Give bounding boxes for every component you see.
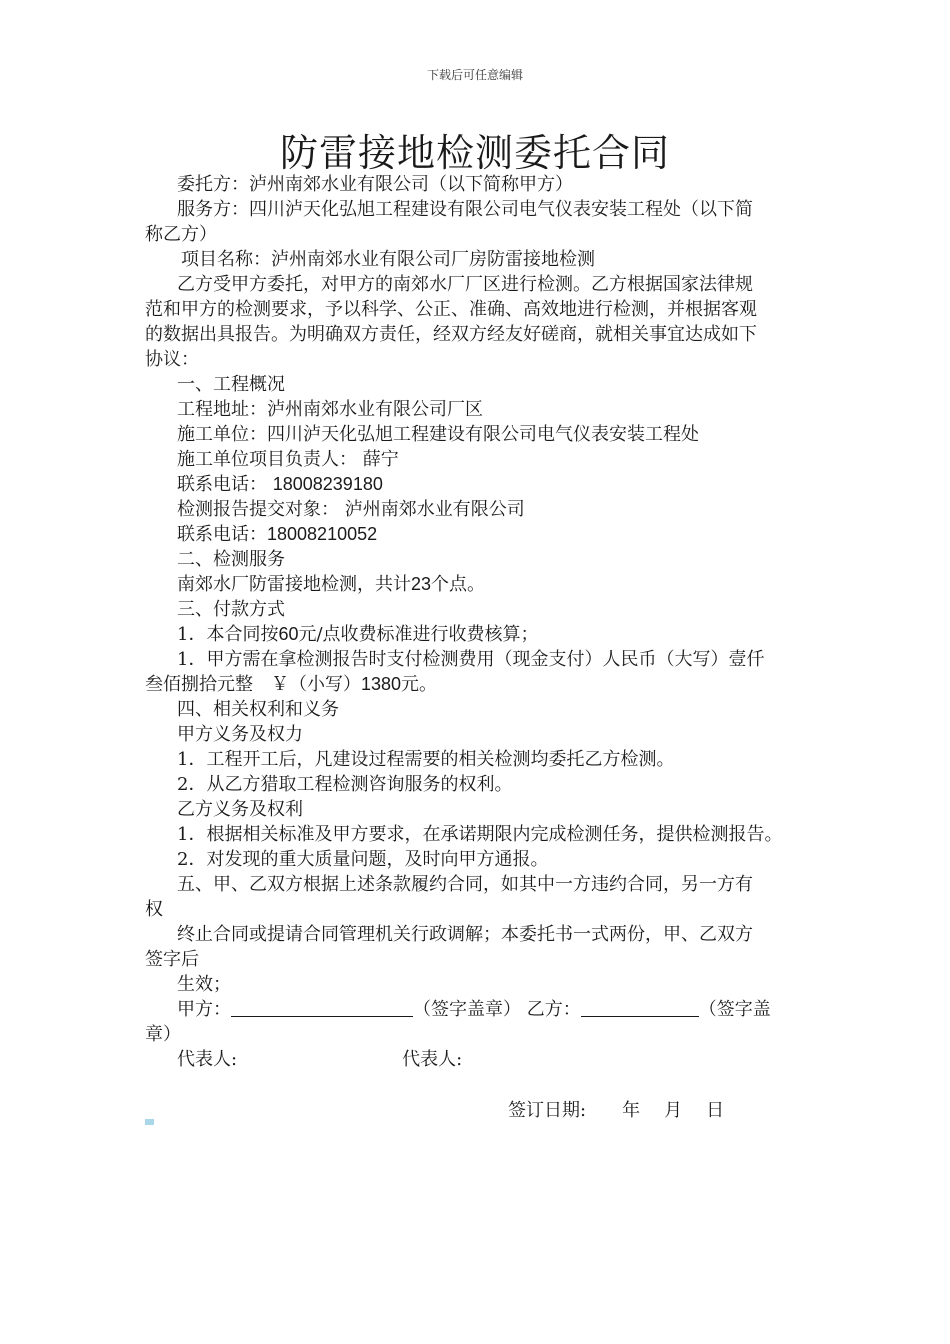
section-heading: 四、相关权利和义务 [177, 699, 339, 720]
report-recipient-label: 检测报告提交对象： [177, 499, 339, 520]
signing-date [508, 1096, 724, 1122]
section-heading: 三、付款方式 [177, 599, 285, 620]
party-b-signature-label: 乙方： [526, 999, 581, 1020]
amount-value: 1380 [361, 674, 402, 694]
section-heading: 二、检测服务 [177, 549, 285, 570]
project-address: 工程地址：泸州南郊水业有限公司厂区 [177, 399, 483, 420]
payment-terms: 1．甲方需在拿检测报告时支付检测费用（现金支付）人民币（大写）壹仟 [177, 649, 765, 670]
year-label: 年 [622, 1100, 641, 1121]
section-heading: 一、工程概况 [177, 374, 285, 395]
provider-line-cont: 称乙方） [145, 224, 217, 245]
month-label: 月 [664, 1100, 683, 1121]
section-five-line: 权 [145, 899, 163, 920]
party-a-representative: 代表人: [177, 1049, 238, 1070]
contact-phone-number: 18008239180 [272, 474, 383, 494]
party-b-representative: 代表人: [402, 1049, 463, 1070]
payment-text: 叁佰捌拾元整 ￥（小写） [145, 674, 361, 695]
provider-line: 服务方：四川泸天化弘旭工程建设有限公司电气仪表安装工程处（以下简 [177, 199, 753, 220]
project-lead [145, 447, 815, 472]
contact-phone-label: 联系电话： [177, 474, 267, 495]
intro-paragraph-line: 协议： [145, 349, 199, 370]
report-recipient [145, 497, 815, 522]
project-name-line: 项目名称：泸州南郊水业有限公司厂房防雷接地检测 [181, 249, 595, 270]
seal-note: （签字盖章） [413, 999, 521, 1020]
party-a-item: 2．从乙方猎取工程检测咨询服务的权利。 [177, 774, 513, 795]
party-a-signature-blank[interactable] [231, 998, 413, 1017]
payment-rate [145, 622, 815, 647]
party-b-signature-blank[interactable] [581, 998, 699, 1017]
header-note: 下载后可任意编辑 [426, 68, 523, 82]
report-recipient-name: 泸州南郊水业有限公司 [344, 499, 525, 520]
signature-line [145, 997, 815, 1022]
day-label: 日 [706, 1100, 725, 1121]
construction-unit: 施工单位：四川泸天化弘旭工程建设有限公司电气仪表安装工程处 [177, 424, 699, 445]
payment-amount [145, 672, 815, 697]
seal-note-cont: 章） [145, 1024, 181, 1045]
contact-phone-number: 18008210052 [267, 524, 378, 544]
contact-phone-label: 联系电话： [177, 524, 267, 545]
service-text: 个点。 [431, 574, 486, 595]
party-a-heading: 甲方义务及权力 [177, 724, 303, 745]
client-line: 委托方：泸州南郊水业有限公司（以下简称甲方） [177, 174, 573, 195]
intro-paragraph-line: 的数据出具报告。为明确双方责任，经双方经友好磋商，就相关事宜达成如下 [145, 324, 757, 345]
seal-note: （签字盖 [698, 999, 771, 1020]
section-five-line: 五、甲、乙双方根据上述条款履约合同，如其中一方违约合同，另一方有 [177, 874, 753, 895]
project-lead-label: 施工单位项目负责人： [177, 449, 357, 470]
party-b-item: 1．根据相关标准及甲方要求，在承诺期限内完成检测任务，提供检测报告。 [177, 824, 783, 845]
document-title: 防雷接地检测委托合同 [279, 131, 670, 175]
party-a-item: 1．工程开工后，凡建设过程需要的相关检测均委托乙方检测。 [177, 749, 675, 770]
payment-text: 1．本合同按 [177, 624, 279, 645]
contact-phone-1 [145, 472, 815, 497]
highlight-marker [145, 1119, 154, 1125]
section-five-line: 终止合同或提请合同管理机关行政调解；本委托书一式两份，甲、乙双方 [177, 924, 753, 945]
intro-paragraph-line: 范和甲方的检测要求，予以科学、公正、准确、高效地进行检测，并根据客观 [145, 299, 757, 320]
party-a-signature-label: 甲方： [177, 999, 231, 1020]
payment-text: 元。 [401, 674, 438, 695]
service-text: 南郊水厂防雷接地检测，共计 [177, 574, 411, 595]
representatives-line [145, 1047, 815, 1072]
signing-date-label: 签订日期: [508, 1100, 587, 1121]
section-five-line: 签字后 [145, 949, 199, 970]
contract-body [145, 172, 815, 1072]
project-lead-name: 薛宁 [362, 449, 399, 470]
payment-text: 元/点收费标准进行收费核算； [298, 624, 539, 645]
party-b-heading: 乙方义务及权利 [177, 799, 303, 820]
contact-phone-2 [145, 522, 815, 547]
intro-paragraph-line: 乙方受甲方委托，对甲方的南郊水厂厂区进行检测。乙方根据国家法律规 [177, 274, 753, 295]
rate-value: 60 [278, 624, 299, 644]
section-five-line: 生效； [177, 974, 231, 995]
party-b-item: 2．对发现的重大质量问题，及时向甲方通报。 [177, 849, 549, 870]
service-description [145, 572, 815, 597]
point-count: 23 [411, 574, 432, 594]
